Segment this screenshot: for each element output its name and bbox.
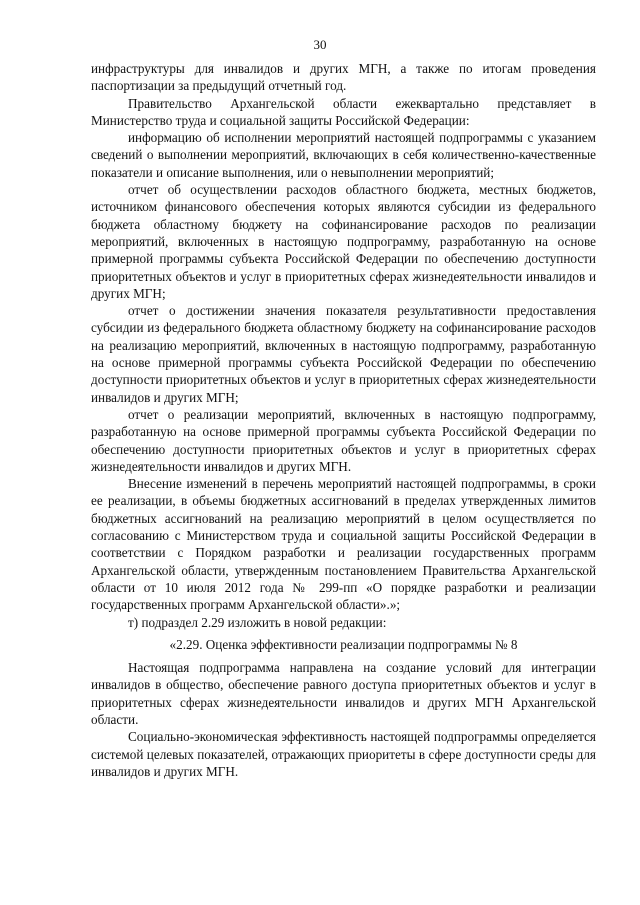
- paragraph-subprogram-purpose: Настоящая подпрограмма направлена на создание условий для интеграции инвалидов в общество, обеспечение равного доступа приоритетных объектов и услуг в приоритетных сферах жизнедеятельности инвалидов и других МГН Архангельской области.: [91, 660, 596, 727]
- page-number: 30: [313, 37, 327, 52]
- paragraph-information-item: информацию об исполнении мероприятий настоящей подпрограммы с указанием сведений о выполнении мероприятий, включающих в себя количественно-качественные показатели и описание выполнения, или о невыполнении мероприятий;: [91, 130, 596, 180]
- paragraph-amendments: Внесение изменений в перечень мероприятий настоящей подпрограммы, в сроки ее реализации, в объемы бюджетных ассигнований в пределах утвержденных лимитов бюджетных ассигнований на реализацию мероприятий в целом осуществляется по согласованию с Министерством труда и социальной защиты Российской Федерации в соответствии с Порядком разработки и реализации государственных программ Архангельской области, утвержденным постановлением Правительства Архангельской области от 10 июля 2012 года № 299-пп «О порядке разработки и реализации государственных программ Архангельской области».»;: [91, 476, 596, 613]
- paragraph-implementation-report: отчет о реализации мероприятий, включенных в настоящую подпрограмму, разработанную на основе примерной программы субъекта Российской Федерации по обеспечению доступности приоритетных объектов и услуг в приоритетных сферах жизнедеятельности инвалидов и других МГН.: [91, 406, 596, 474]
- document-body: [91, 60, 596, 780]
- paragraph-expenditure-report: отчет об осуществлении расходов областного бюджета, местных бюджетов, источником финансового обеспечения которых являются субсидии из федерального бюджета областному бюджету на софинансирование расходов по реализации мероприятий, включенных в настоящую подпрограмму, разработанную на основе примерной программы субъекта Российской Федерации по обеспечению доступности приоритетных объектов и услуг в приоритетных сферах жизнедеятельности инвалидов и других МГН;: [91, 182, 596, 301]
- paragraph-efficiency: Социально-экономическая эффективность настоящей подпрограммы определяется системой целевых показателей, отражающих приоритеты в сфере доступности среды для инвалидов и других МГН.: [91, 729, 596, 779]
- paragraph-subsection-instruction: т) подраздел 2.29 изложить в новой редакции:: [128, 614, 387, 630]
- paragraph-government-reports: Правительство Архангельской области ежеквартально представляет в Министерство труда и социальной защиты Российской Федерации:: [91, 95, 596, 128]
- section-heading: «2.29. Оценка эффективности реализации подпрограммы № 8: [169, 636, 518, 652]
- paragraph-performance-report: отчет о достижении значения показателя результативности предоставления субсидии из федерального бюджета областному бюджету на софинансирование расходов на реализацию мероприятий, включенных в настоящую подпрограмму, разработанную на основе примерной программы субъекта Российской Федерации по обеспечению доступности приоритетных объектов и услуг в приоритетных сферах жизнедеятельности инвалидов и других МГН;: [91, 303, 596, 405]
- paragraph-continuation: инфраструктуры для инвалидов и других МГН, а также по итогам проведения паспортизации за предыдущий отчетный год.: [91, 61, 596, 94]
